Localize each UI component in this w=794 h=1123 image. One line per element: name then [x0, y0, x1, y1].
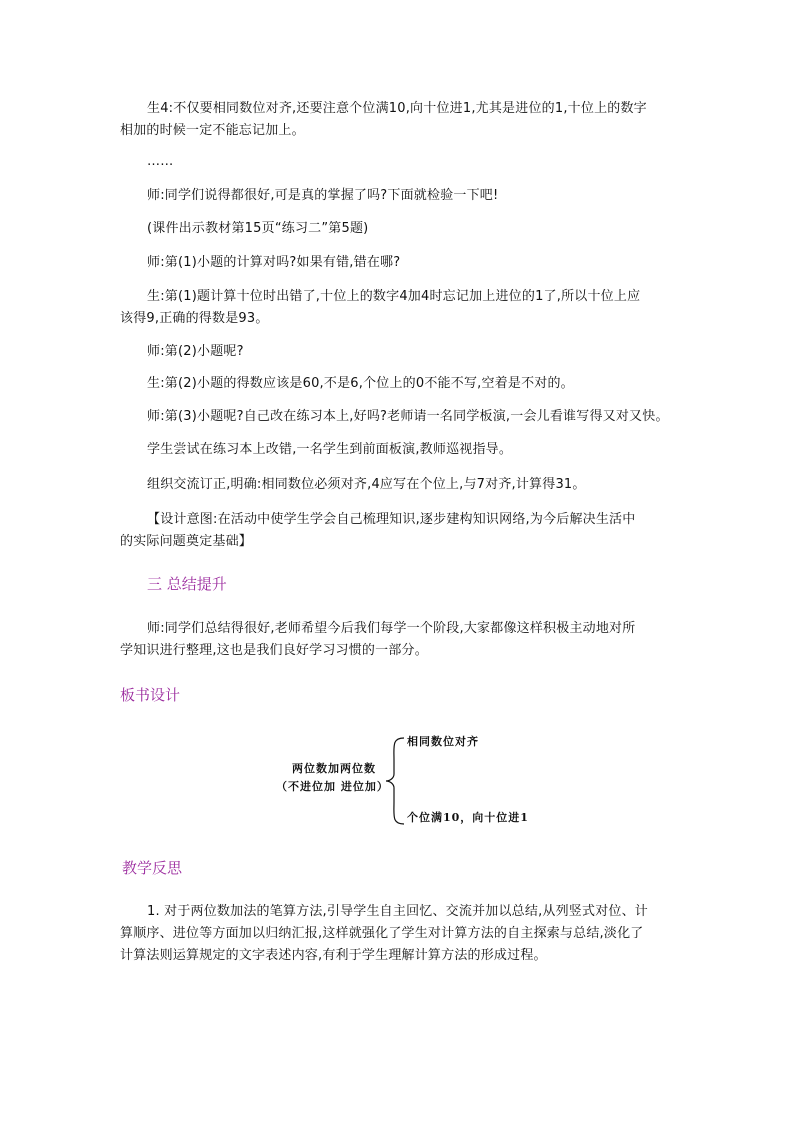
diagram-center-subtitle: （不进位加 进位加） [276, 780, 389, 793]
text-line-organize: 组织交流订正,明确:相同数位必须对齐,4应写在个位上,与7对齐,计算得31。 [147, 477, 586, 492]
heading-reflection: 教学反思 [122, 859, 183, 877]
text-line-reflection-c: 计算法则运算规定的文字表述内容,有利于学生理解计算方法的形成过程。 [120, 948, 547, 963]
heading-summary: 三 总结提升 [147, 575, 227, 593]
text-line-reflection-b: 算顺序、进位等方面加以归纳汇报,这样就强化了学生对计算方法的自主探索与总结,淡化了 [120, 926, 644, 941]
diagram-center-title: 两位数加两位数 [292, 762, 376, 775]
text-line-design-intent-a: 【设计意图:在活动中使学生学会自己梳理知识,逐步建构知识网络,为今后解决生活中 [147, 512, 636, 527]
text-line-design-intent-b: 的实际问题奠定基础】 [120, 534, 253, 549]
text-line-teacher-q3: 师:第(3)小题呢?自己改在练习本上,好吗?老师请一名同学板演,一会儿看谁写得又对又快。 [147, 409, 669, 424]
diagram-branch-top: 相同数位对齐 [407, 735, 479, 748]
text-line-teacher-check: 师:同学们说得都很好,可是真的掌握了吗?下面就检验一下吧! [147, 188, 499, 203]
brace-icon [384, 736, 406, 826]
heading-board-design: 板书设计 [120, 686, 181, 704]
text-line-student-a1-b: 该得9,正确的得数是93。 [120, 311, 269, 326]
text-line-courseware: (课件出示教材第15页“练习二”第5题) [147, 221, 369, 236]
text-line-student-a1-a: 生:第(1)题计算十位时出错了,十位上的数字4加4时忘记加上进位的1了,所以十位上应 [147, 289, 641, 304]
text-line-student4-a: 生4:不仅要相同数位对齐,还要注意个位满10,向十位进1,尤其是进位的1,十位上的数字 [147, 101, 647, 116]
text-line-teacher-summary-a: 师:同学们总结得很好,老师希望今后我们每学一个阶段,大家都像这样积极主动地对所 [147, 621, 636, 636]
text-line-ellipsis: …… [147, 154, 174, 169]
text-line-student4-b: 相加的时候一定不能忘记加上。 [120, 123, 305, 138]
text-line-teacher-q1: 师:第(1)小题的计算对吗?如果有错,错在哪? [147, 255, 401, 270]
diagram-branch-bottom: 个位满10，向十位进1 [407, 811, 529, 824]
text-line-reflection-a: 1. 对于两位数加法的笔算方法,引导学生自主回忆、交流并加以总结,从列竖式对位、计 [147, 904, 649, 919]
text-line-teacher-summary-b: 学知识进行整理,这也是我们良好学习习惯的一部分。 [120, 643, 428, 658]
text-line-student-a2: 生:第(2)小题的得数应该是60,不是6,个位上的0不能不写,空着是不对的。 [147, 376, 574, 391]
text-line-student-correct: 学生尝试在练习本上改错,一名学生到前面板演,教师巡视指导。 [147, 442, 513, 457]
text-line-teacher-q2: 师:第(2)小题呢? [147, 344, 244, 359]
